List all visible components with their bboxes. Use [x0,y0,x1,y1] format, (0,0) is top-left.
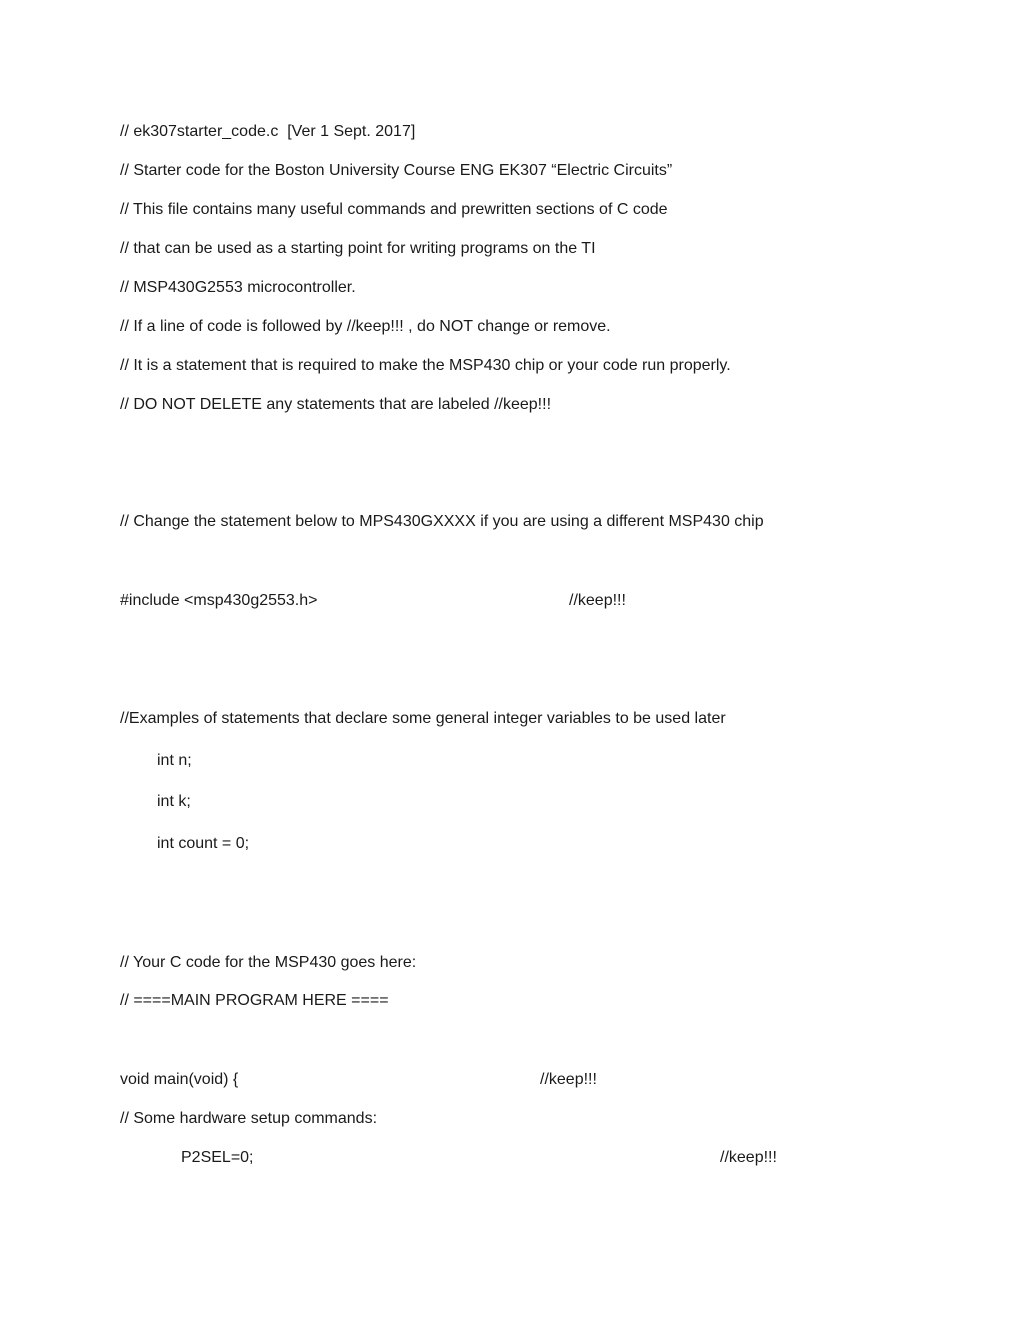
code-here-comment: // Your C code for the MSP430 goes here: [120,954,417,971]
variables-comment: //Examples of statements that declare some general integer variables to be used later [120,710,726,727]
main-program-banner: // ====MAIN PROGRAM HERE ==== [120,992,389,1009]
include-statement: #include <msp430g2553.h> [120,592,318,609]
header-comment-keep-rule: // If a line of code is followed by //keep!!! , do NOT change or remove. [120,318,611,335]
variable-declaration: int k; [157,793,191,810]
p2sel-statement: P2SEL=0; [181,1149,254,1166]
header-comment-usage: // that can be used as a starting point for writing programs on the TI [120,240,596,257]
header-comment-contents: // This file contains many useful commands and prewritten sections of C code [120,201,668,218]
main-keep-comment: //keep!!! [540,1071,597,1088]
header-comment-course: // Starter code for the Boston University Course ENG EK307 “Electric Circuits” [120,162,673,179]
header-comment-file: // ek307starter_code.c [Ver 1 Sept. 2017] [120,123,416,140]
header-comment-do-not-delete: // DO NOT DELETE any statements that are labeled //keep!!! [120,396,552,413]
chip-change-comment: // Change the statement below to MPS430GXXXX if you are using a different MSP430 chip [120,513,764,530]
header-comment-chip: // MSP430G2553 microcontroller. [120,279,356,296]
p2sel-keep-comment: //keep!!! [720,1149,777,1166]
main-function-line: void main(void) { [120,1071,239,1088]
header-comment-required: // It is a statement that is required to make the MSP430 chip or your code run properly. [120,357,731,374]
hardware-setup-comment: // Some hardware setup commands: [120,1110,378,1127]
variable-declaration: int count = 0; [157,835,250,852]
variable-declaration: int n; [157,752,192,769]
include-keep-comment: //keep!!! [569,592,626,609]
